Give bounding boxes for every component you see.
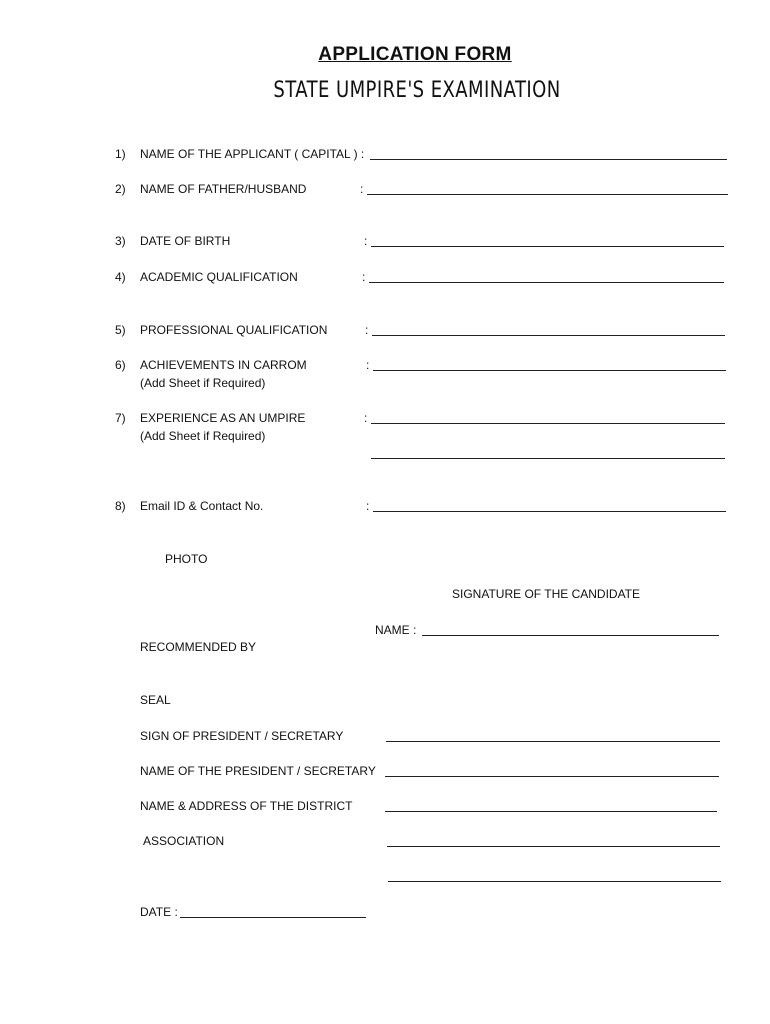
field-4-input-line[interactable] [369,282,724,283]
association-line-2[interactable] [388,881,721,882]
photo-label: PHOTO [165,552,208,566]
field-6-note: (Add Sheet if Required) [140,376,266,390]
signature-label: SIGNATURE OF THE CANDIDATE [452,587,641,601]
field-1-number: 1) [115,147,126,161]
field-4-colon: : [362,270,366,284]
recommended-by-label: RECOMMENDED BY [140,640,257,654]
field-3-number: 3) [115,234,126,248]
field-1-input-line[interactable] [370,159,727,160]
field-4-label: ACADEMIC QUALIFICATION [140,270,298,284]
field-2-input-line[interactable] [367,194,728,195]
candidate-name-line[interactable] [422,635,719,636]
form-subtitle: STATE UMPIRE'S EXAMINATION [273,78,561,103]
field-6-input-line[interactable] [373,370,726,371]
field-6-label: ACHIEVEMENTS IN CARROM [140,358,307,372]
field-2-label: NAME OF FATHER/HUSBAND [140,182,307,196]
field-6-colon: : [366,358,370,372]
field-5-colon: : [365,323,369,337]
field-7-input-line-2[interactable] [371,458,725,459]
date-label: DATE : [140,905,178,919]
field-3-colon: : [364,234,368,248]
field-2-number: 2) [115,182,126,196]
field-8-number: 8) [115,499,126,513]
association-line[interactable] [387,846,720,847]
field-8-input-line[interactable] [373,511,726,512]
field-1-label: NAME OF THE APPLICANT ( CAPITAL ) : [140,147,365,161]
field-7-colon: : [364,411,368,425]
association-label: ASSOCIATION [143,834,225,848]
sign-president-line[interactable] [386,741,720,742]
field-7-number: 7) [115,411,126,425]
field-5-label: PROFESSIONAL QUALIFICATION [140,323,328,337]
district-name-address-line[interactable] [385,811,717,812]
date-line[interactable] [180,917,366,918]
name-president-line[interactable] [385,776,719,777]
district-name-address-label: NAME & ADDRESS OF THE DISTRICT [140,799,353,813]
field-5-input-line[interactable] [372,335,725,336]
field-8-label: Email ID & Contact No. [140,499,264,513]
seal-label: SEAL [140,693,171,707]
candidate-name-label: NAME : [375,623,417,637]
field-7-input-line[interactable] [371,423,725,424]
field-8-colon: : [366,499,370,513]
field-2-colon: : [360,182,364,196]
field-6-number: 6) [115,358,126,372]
form-title: APPLICATION FORM [318,44,512,65]
field-4-number: 4) [115,270,126,284]
name-president-label: NAME OF THE PRESIDENT / SECRETARY [140,764,376,778]
field-7-note: (Add Sheet if Required) [140,429,266,443]
field-5-number: 5) [115,323,126,337]
field-7-label: EXPERIENCE AS AN UMPIRE [140,411,306,425]
sign-president-label: SIGN OF PRESIDENT / SECRETARY [140,729,344,743]
field-3-input-line[interactable] [371,246,724,247]
field-3-label: DATE OF BIRTH [140,234,231,248]
